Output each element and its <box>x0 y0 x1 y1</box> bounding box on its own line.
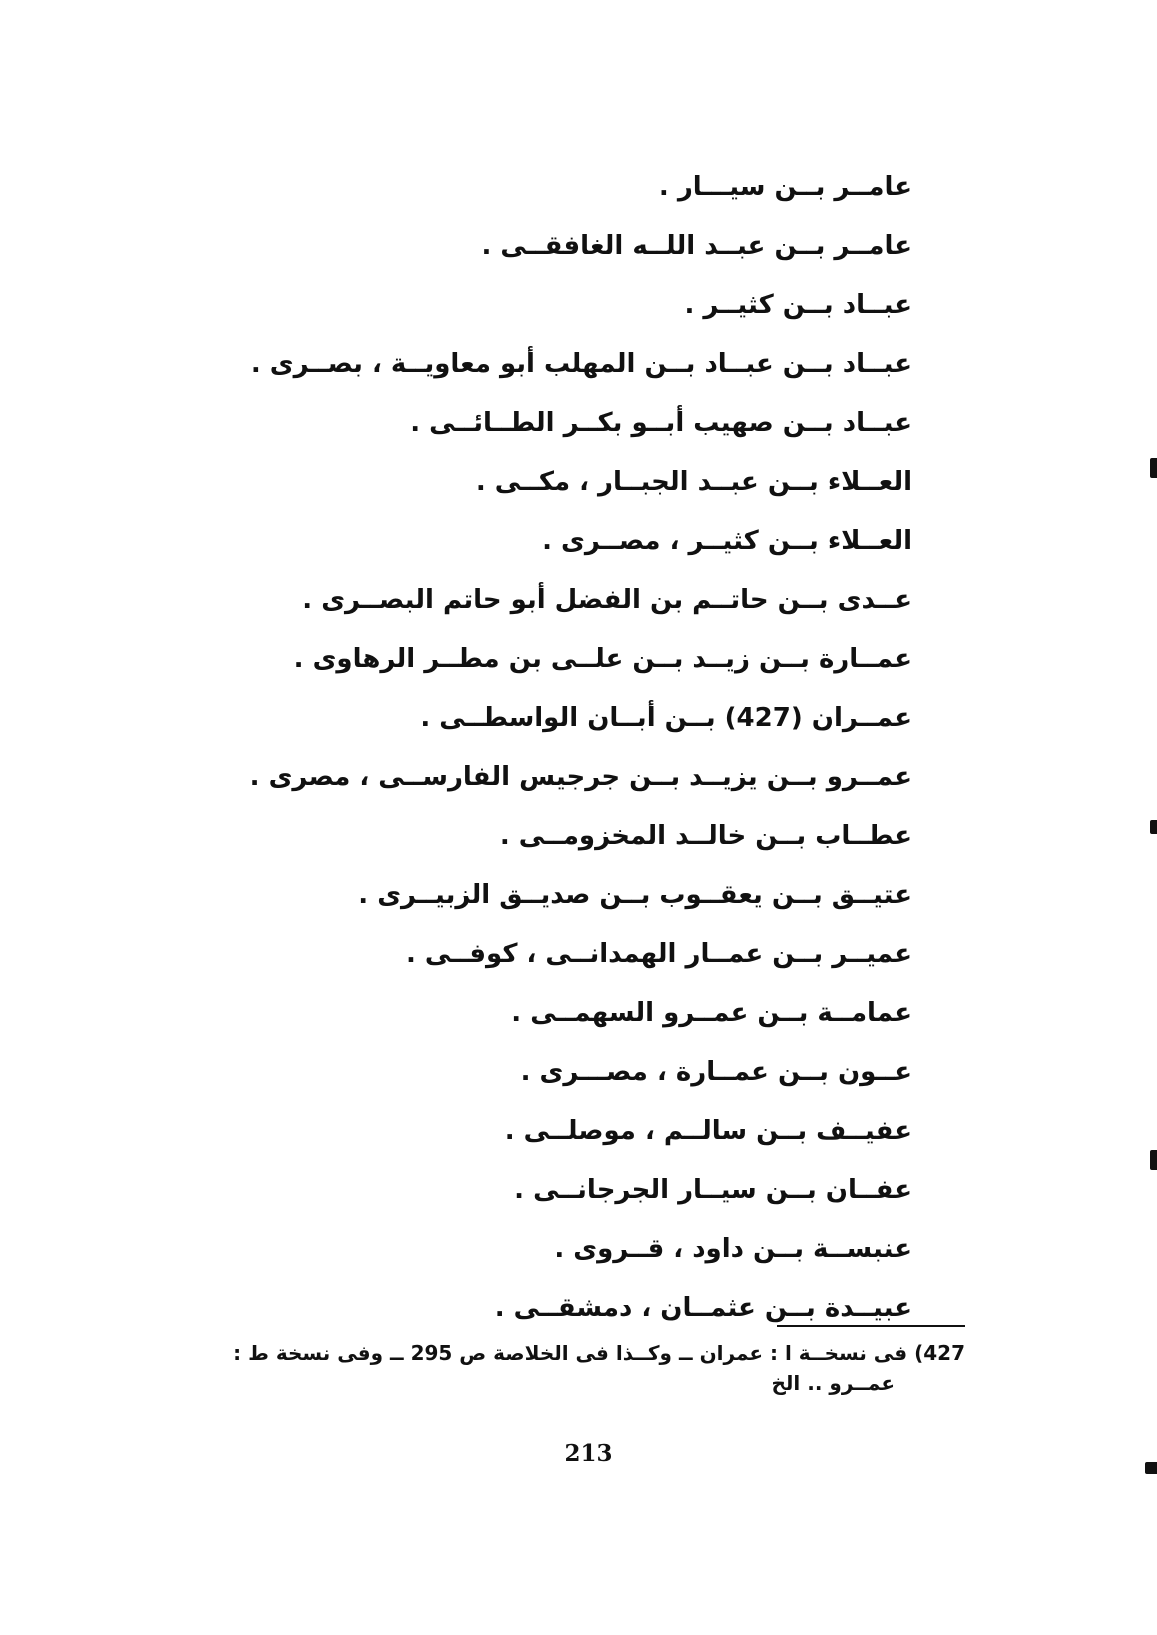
list-item: عميــر بــن عمــار الهمدانــى ، كوفــى . <box>405 939 912 969</box>
footnote <box>205 1338 965 1398</box>
list-item: عمــران (427) بــن أبــان الواسطــى . <box>420 703 912 733</box>
list-item: عمــرو بــن يزيــد بــن جرجيس الفارســى ، مصرى . <box>249 762 912 792</box>
list-item: عبــاد بــن عبــاد بــن المهلب أبو معاويــة ، بصــرى . <box>250 349 912 379</box>
narrator-list <box>212 158 912 1338</box>
scan-edge-mark <box>1150 1150 1157 1170</box>
list-item: عــدى بــن حاتــم بن الفضل أبو حاتم البصــرى . <box>302 585 912 615</box>
list-item: عمامــة بــن عمــرو السهمــى . <box>511 998 912 1028</box>
footnote-divider <box>777 1325 965 1327</box>
footnote-line: 427) فى نسخــة ا : عمران ــ وكــذا فى الخلاصة ص 295 ــ وفى نسخة ط : <box>233 1341 965 1365</box>
footnote-line: عمــرو .. الخ <box>771 1371 895 1395</box>
page-number: 213 <box>564 1440 613 1467</box>
list-item: عمــارة بــن زيــد بــن علــى بن مطــر الرهاوى . <box>293 644 912 674</box>
list-item: العــلاء بــن كثيــر ، مصــرى . <box>542 526 912 556</box>
list-item: عامــر بــن سيـــار . <box>658 172 912 202</box>
list-item: عبــاد بــن كثيــر . <box>684 290 912 320</box>
list-item: عطــاب بــن خالــد المخزومــى . <box>499 821 912 851</box>
list-item: عبــاد بــن صهيب أبــو بكــر الطــائــى . <box>410 408 912 438</box>
list-item: عــون بــن عمــارة ، مصـــرى . <box>520 1057 912 1087</box>
scan-edge-mark <box>1145 1462 1157 1474</box>
list-item: عفيــف بــن سالــم ، موصلــى . <box>504 1116 912 1146</box>
list-item: العــلاء بــن عبــد الجبــار ، مكــى . <box>475 467 912 497</box>
scan-edge-mark <box>1150 820 1157 834</box>
list-item: عبيــدة بــن عثمــان ، دمشقــى . <box>494 1293 912 1323</box>
scan-edge-mark <box>1150 458 1157 478</box>
list-item: عامــر بــن عبــد اللــه الغافقــى . <box>481 231 912 261</box>
list-item: عتيــق بــن يعقــوب بــن صديــق الزبيــرى . <box>358 880 912 910</box>
list-item: عنبســة بــن داود ، قــروى . <box>554 1234 912 1264</box>
list-item: عفــان بــن سيــار الجرجانــى . <box>514 1175 912 1205</box>
